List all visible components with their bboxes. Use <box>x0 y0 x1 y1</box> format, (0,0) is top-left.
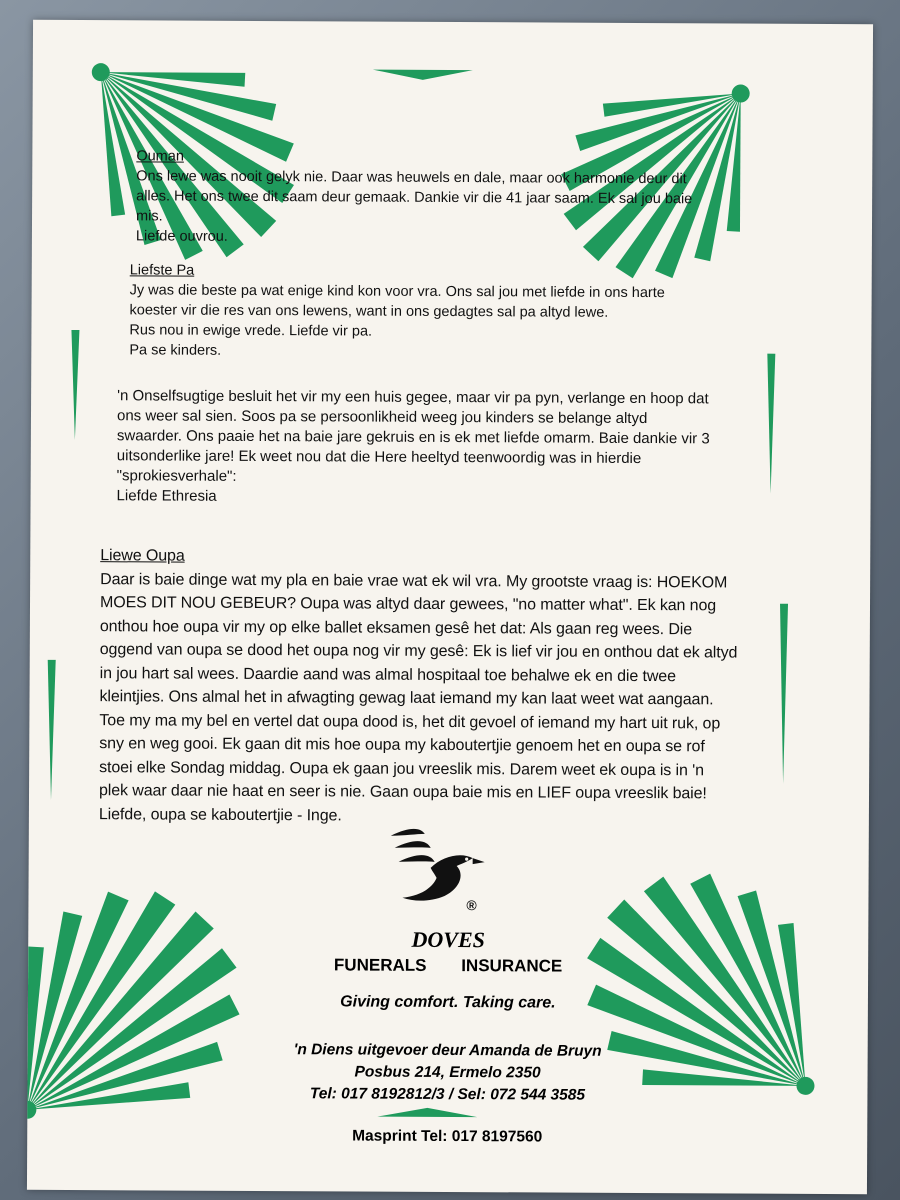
tribute-line: oggend van oupa se dood het oupa nog vir my gesê: Ek is lief vir jou en onthou dat ek altyd <box>99 641 738 662</box>
tribute-line: sny en weg gooi. Ek gaan dit mis hoe oupa my kaboutertjie genoem het en oupa se rof <box>99 735 705 756</box>
brand-name: DOVES <box>411 926 485 953</box>
top-center-sliver <box>373 70 473 81</box>
phone-numbers: Tel: 017 8192812/3 / Sel: 072 544 3585 <box>309 1085 586 1104</box>
tribute-line: plek waar daar nie haat en seer is nie. Gaan oupa baie mis en LIEF oupa vreeslik baie! <box>98 782 707 803</box>
tribute-ouman <box>136 146 737 249</box>
tribute-line: stoei elke Sondag middag. Oupa ek gaan jou vreeslik mis. Darem weet ek oupa is in 'n <box>99 758 704 779</box>
right-lower-sliver <box>779 604 788 784</box>
printer-credit: Masprint Tel: 017 8197560 <box>352 1127 543 1146</box>
tribute-liewe-oupa <box>99 544 778 830</box>
tribute-line: "sprokiesverhale": <box>116 467 237 485</box>
tribute-line: Liefde Ethresia <box>116 487 217 505</box>
tribute-liefste-pa <box>129 260 750 363</box>
tribute-line: Toe my ma my bel en vertel dat oupa dood is, het dit gevoel of iemand my hart uit ruk, op <box>99 711 721 732</box>
tribute-line: Rus nou in ewige vrede. Liefde vir pa. <box>129 322 373 340</box>
service-line: 'n Diens uitgevoer deur Amanda de Bruyn <box>293 1041 602 1060</box>
tribute-line: kleintjies. Ons almal het in afwagting gewag laat iemand my kan laat weet wat aangaan. <box>99 688 714 709</box>
tribute-line: 'n Onselfsugtige besluit het vir my een huis gegee, maar vir pa pyn, verlange en hoop dat <box>117 387 709 408</box>
funeral-card-page <box>27 20 873 1194</box>
left-lower-sliver <box>47 660 56 800</box>
tribute-heading: Ouman <box>136 148 184 165</box>
postal-address: Posbus 214, Ermelo 2350 <box>354 1063 541 1082</box>
right-side-sliver <box>767 354 776 494</box>
dove-logo-icon <box>380 822 490 918</box>
tribute-line: mis. <box>135 208 163 225</box>
bottom-center-sliver <box>377 1108 477 1118</box>
tribute-line: MOES DIT NOU GEBEUR? Oupa was altyd daar gewees, "no matter what". Ek kan nog <box>99 594 717 615</box>
tribute-line: ons weer sal sien. Soos pa se persoonlikheid weeg jou kinders se belange altyd <box>116 407 648 428</box>
tribute-line: in jou hart sal wees. Daardie aand was almal hospitaal toe behalwe ek en die twee <box>99 664 676 685</box>
left-side-sliver <box>71 330 80 440</box>
tribute-heading: Liefste Pa <box>129 262 195 279</box>
tribute-line: Liefde ouvrou. <box>135 228 228 245</box>
brand-subtitle: FUNERALS INSURANCE <box>333 955 563 976</box>
tribute-line: Daar is baie dinge wat my pla en baie vrae wat ek wil vra. My grootste vraag is: HOEKOM <box>100 570 728 591</box>
tribute-heading: Liewe Oupa <box>100 547 185 565</box>
tribute-line: Ons lewe was nooit gelyk nie. Daar was heuwels en dale, maar ook harmonie deur dit <box>136 168 687 188</box>
tribute-line: koester vir die res van ons lewens, want in ons gedagtes sal pa altyd lewe. <box>129 302 609 321</box>
tribute-line: uitsonderlike jare! Ek weet nou dat die Here heeltyd teenwoordig was in hierdie <box>116 447 642 467</box>
tribute-line: onthou hoe oupa vir my op elke ballet eksamen gesê het dat: Als gaan reg wees. Die <box>99 617 693 638</box>
tribute-ethresia <box>117 386 758 509</box>
tribute-line: alles. Het ons twee dit saam deur gemaak. Dankie vir die 41 jaar saam. Ek sal jou baie <box>136 188 693 208</box>
registered-mark: ® <box>466 897 477 914</box>
brand-tagline: Giving comfort. Taking care. <box>340 993 556 1012</box>
tribute-line: Pa se kinders. <box>129 342 222 359</box>
tribute-line: swaarder. Ons paaie het na baie jare gekruis en is ek met liefde omarm. Baie dankie vir 3 <box>116 427 710 448</box>
tribute-line: Jy was die beste pa wat enige kind kon voor vra. Ons sal jou met liefde in ons harte <box>129 282 665 302</box>
tribute-line: Liefde, oupa se kaboutertjie - Inge. <box>98 805 342 824</box>
